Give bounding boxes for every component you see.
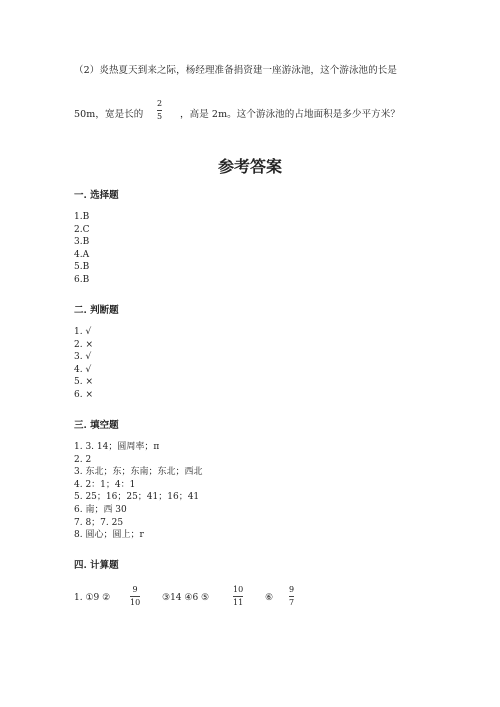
answer-item: 5. 25；16；25；41；16；41 [74, 492, 200, 503]
fraction-numerator: 2 [157, 99, 163, 108]
answer-item: 1.B [74, 212, 90, 222]
fraction-denominator: 10 [130, 598, 141, 607]
judge-answer-list [74, 326, 93, 402]
fraction-bar [233, 596, 243, 597]
calc-fraction-2 [130, 585, 140, 608]
fraction-denominator: 7 [289, 598, 295, 607]
section-title-choice: 一. 选择题 [74, 190, 119, 201]
fill-answer-list [74, 441, 202, 542]
fraction-numerator: 10 [233, 585, 244, 594]
answer-item: 6. 南；西 30 [74, 504, 127, 515]
answer-item: 7. 8；7. 25 [74, 517, 124, 528]
section-title-fill: 三. 填空题 [74, 420, 119, 431]
section-title-judge: 二. 判断题 [74, 305, 119, 316]
answer-item: 6.B [74, 274, 90, 285]
fraction-numerator: 9 [132, 585, 138, 594]
answer-item: 3.B [74, 237, 90, 248]
problem-line-2-start: 50m，宽是长的 [74, 109, 144, 120]
answer-item: 4. 2：1；4：1 [74, 479, 136, 490]
answer-item: 5. × [74, 377, 93, 388]
problem-line-2-end: ，高是 2m。这个游泳池的占地面积是多少平方米？ [180, 109, 400, 120]
answer-item: 2.C [74, 224, 90, 235]
answer-item: 2. × [74, 339, 93, 350]
choice-answer-list [74, 211, 89, 287]
fraction-bar [289, 596, 294, 597]
calc-fraction-6 [289, 585, 294, 608]
calc-answer-sixth-label: ⑥ [265, 593, 274, 603]
answer-item: 4. √ [74, 364, 92, 375]
answer-item: 6. × [74, 389, 93, 400]
answers-title: 参考答案 [217, 157, 282, 176]
problem-fraction [157, 99, 162, 122]
answer-item: 1. √ [74, 327, 92, 337]
calc-answer-middle: ③14 ④6 ⑤ [162, 593, 210, 603]
answer-item: 5.B [74, 262, 90, 273]
fraction-denominator: 11 [233, 598, 244, 607]
problem-line-1: （2）炎热夏天到来之际，杨经理准备捐资建一座游泳池，这个游泳池的长是 [74, 65, 397, 76]
fraction-numerator: 9 [289, 585, 295, 594]
answer-item: 2. 2 [74, 454, 92, 465]
calc-answer-prefix: 1. ①9 ② [74, 593, 111, 603]
fraction-bar [157, 110, 162, 111]
answer-item: 8. 圆心；圆上；r [74, 530, 144, 541]
calc-fraction-5 [233, 585, 243, 608]
answer-item: 3. 东北；东；东南；东北；西北 [74, 467, 203, 478]
answer-item: 1. 3. 14；圆周率；π [74, 442, 160, 452]
fraction-bar [130, 596, 140, 597]
answer-item: 4.A [74, 249, 90, 260]
section-title-calc: 四. 计算题 [74, 560, 119, 571]
fraction-denominator: 5 [157, 112, 163, 121]
answer-item: 3. √ [74, 352, 92, 363]
